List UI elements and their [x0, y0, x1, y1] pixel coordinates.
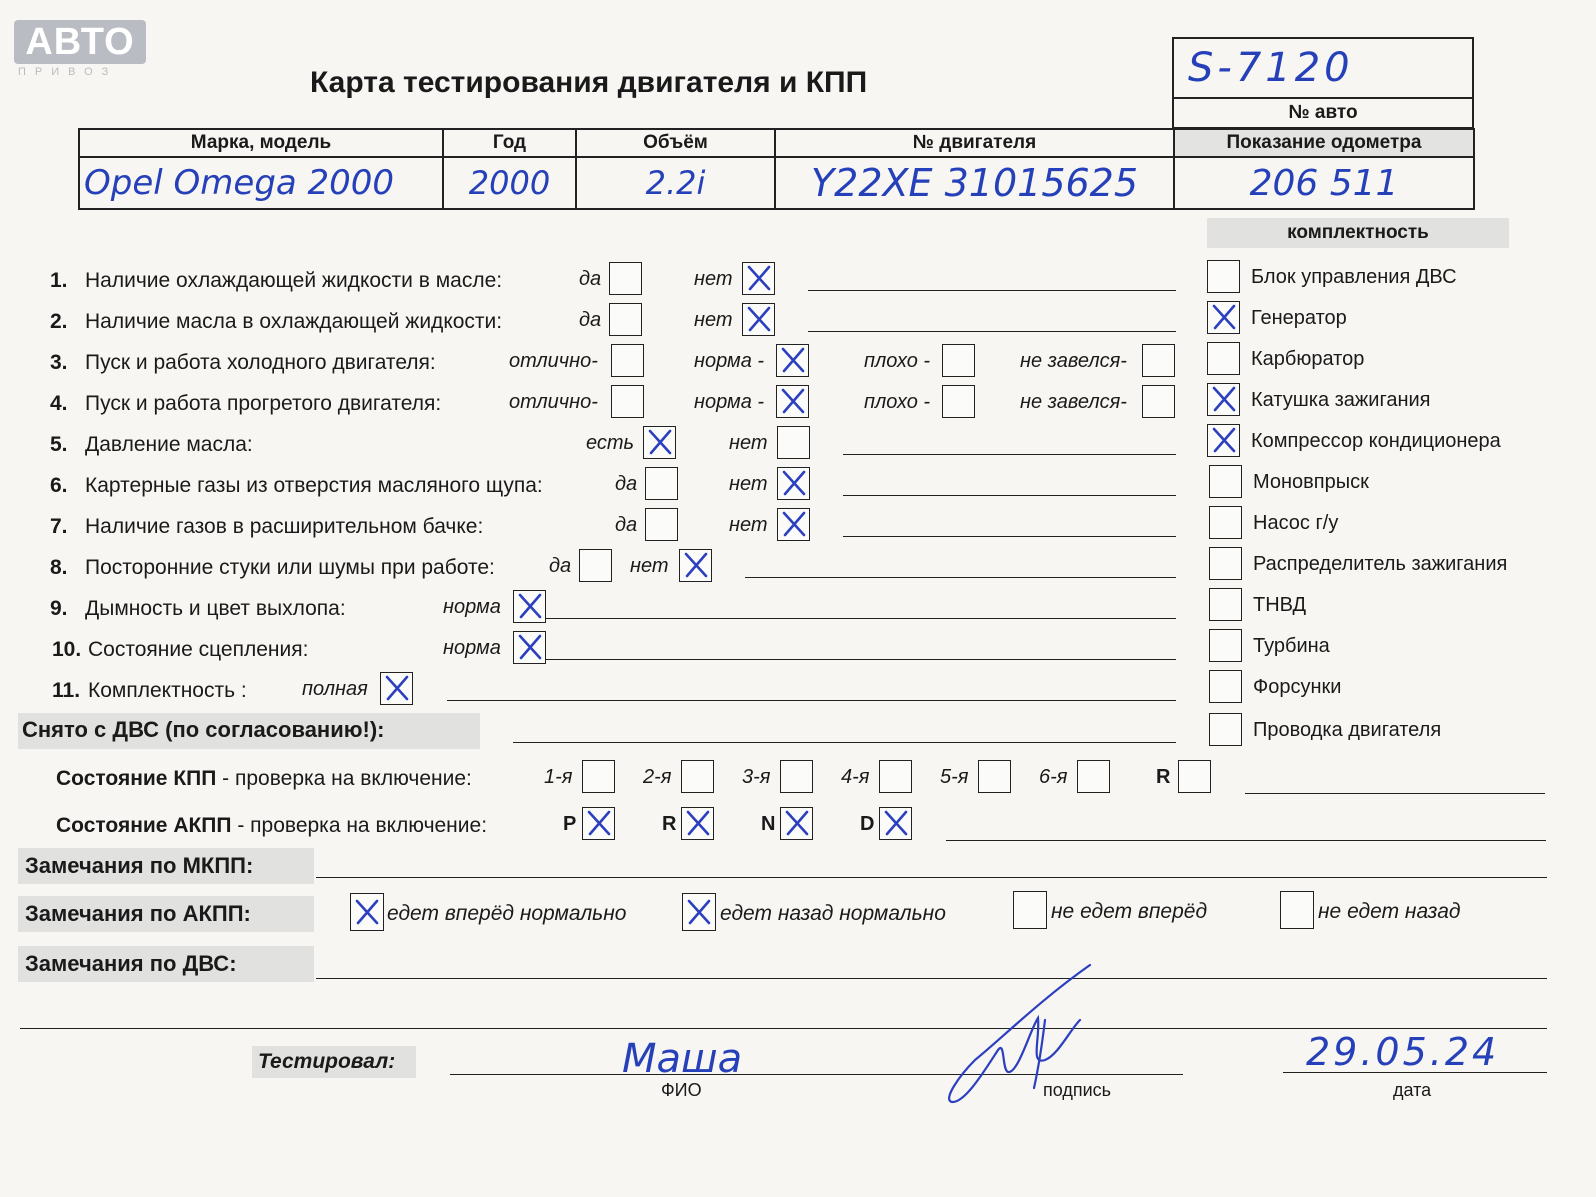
kit-label-3: Катушка зажигания: [1251, 389, 1431, 411]
q3-opt-bad: плохо -: [864, 350, 931, 372]
q8-text: Посторонние стуки или шумы при работе:: [85, 556, 495, 579]
q10-normal-checkbox[interactable]: [513, 631, 546, 664]
check-x-icon: [1210, 385, 1238, 413]
value-odometer: 206 511: [1174, 157, 1474, 209]
check-x-icon: [685, 898, 713, 926]
kit-checkbox-3[interactable]: [1207, 383, 1240, 416]
check-x-icon: [1210, 303, 1238, 331]
tester-name: Маша: [622, 1036, 743, 1082]
kit-label-4: Компрессор кондиционера: [1251, 430, 1501, 452]
q10-text: Состояние сцепления:: [88, 638, 309, 661]
kit-label-2: Карбюратор: [1251, 348, 1365, 370]
q9-number: 9.: [50, 597, 68, 620]
kpp-gear-r-label: R: [1156, 766, 1171, 788]
kit-checkbox-11[interactable]: [1209, 713, 1242, 746]
q6-opt-no: нет: [729, 473, 768, 495]
value-make-model: Opel Omega 2000: [79, 157, 443, 209]
auto-number-label: № авто: [1288, 102, 1358, 123]
check-x-icon: [585, 809, 613, 837]
value-year: 2000: [443, 157, 576, 209]
q4-opt-no-start: не завелся-: [1020, 391, 1127, 413]
kpp-gear-5-label: 5-я: [940, 766, 969, 788]
q3-bad-checkbox[interactable]: [942, 344, 975, 377]
kit-checkbox-10[interactable]: [1209, 670, 1242, 703]
akpp-gear-r-checkbox[interactable]: [681, 807, 714, 840]
akpp-gear-n-checkbox[interactable]: [780, 807, 813, 840]
check-x-icon: [779, 387, 807, 415]
q4-opt-normal: норма -: [694, 391, 765, 413]
kit-checkbox-6[interactable]: [1209, 506, 1242, 539]
q8-number: 8.: [50, 556, 68, 579]
vehicle-header-table: [78, 128, 1475, 210]
q2-yes-checkbox[interactable]: [609, 303, 642, 336]
q5-opt-yes: есть: [586, 432, 635, 454]
check-x-icon: [684, 809, 712, 837]
akpp-gear-p-checkbox[interactable]: [582, 807, 615, 840]
kpp-gear-1-label: 1-я: [544, 766, 573, 788]
q8-opt-no: нет: [630, 555, 669, 577]
kit-label-9: Турбина: [1253, 635, 1330, 657]
q3-no-start-checkbox[interactable]: [1142, 344, 1175, 377]
q6-number: 6.: [50, 474, 68, 497]
test-date: 29.05.24: [1306, 1030, 1500, 1074]
q4-text: Пуск и работа прогретого двигателя:: [85, 392, 442, 415]
kit-checkbox-9[interactable]: [1209, 629, 1242, 662]
q4-bad-checkbox[interactable]: [942, 385, 975, 418]
kit-checkbox-7[interactable]: [1209, 547, 1242, 580]
kit-label-11: Проводка двигателя: [1253, 719, 1442, 741]
remarks-mkpp-label: Замечания по МКПП:: [25, 853, 254, 878]
col-year: Год: [443, 129, 576, 157]
q11-number: 11.: [52, 679, 81, 702]
kit-label-10: Форсунки: [1253, 676, 1342, 698]
kit-label-7: Распределитель зажигания: [1253, 553, 1508, 575]
value-engine-number: Y22XE 31015625: [775, 157, 1174, 209]
q1-yes-checkbox[interactable]: [609, 262, 642, 295]
check-x-icon: [646, 428, 674, 456]
kit-checkbox-5[interactable]: [1209, 465, 1242, 498]
q2-number: 2.: [50, 310, 68, 333]
q6-yes-checkbox[interactable]: [645, 467, 678, 500]
q4-number: 4.: [50, 392, 68, 415]
q6-text: Картерные газы из отверстия масляного щупа:: [85, 474, 543, 497]
q5-yes-checkbox[interactable]: [643, 426, 676, 459]
date-label: дата: [1393, 1080, 1432, 1100]
q3-opt-normal: норма -: [694, 350, 765, 372]
check-x-icon: [780, 510, 808, 538]
check-x-icon: [745, 305, 773, 333]
kit-label-8: ТНВД: [1253, 594, 1307, 616]
kpp-gear-2-label: 2-я: [643, 766, 672, 788]
kit-title: комплектность: [1287, 222, 1429, 243]
check-x-icon: [745, 264, 773, 292]
kit-checkbox-2[interactable]: [1207, 342, 1240, 375]
kit-checkbox-1[interactable]: [1207, 301, 1240, 334]
q5-no-checkbox[interactable]: [777, 426, 810, 459]
q11-full-checkbox[interactable]: [380, 672, 413, 705]
q3-excellent-checkbox[interactable]: [611, 344, 644, 377]
q8-opt-yes: да: [549, 555, 572, 577]
akpp-backward-ok-label: едет назад нормально: [720, 902, 946, 925]
q7-opt-yes: да: [615, 514, 638, 536]
akpp-no-forward-checkbox[interactable]: [1013, 891, 1047, 929]
q1-no-checkbox[interactable]: [742, 262, 775, 295]
akpp-forward-ok-checkbox[interactable]: [350, 893, 384, 931]
kpp-gear-4-label: 4-я: [841, 766, 870, 788]
akpp-gear-d-label: D: [860, 813, 875, 835]
kit-checkbox-0[interactable]: [1207, 260, 1240, 293]
q6-opt-yes: да: [615, 473, 638, 495]
kpp-gear-r-checkbox[interactable]: [1178, 760, 1211, 793]
q9-opt-normal: норма: [443, 596, 501, 618]
q3-number: 3.: [50, 351, 68, 374]
logo-subtitle: ПРИВОЗ: [18, 66, 118, 78]
kpp-gear-5-checkbox[interactable]: [978, 760, 1011, 793]
akpp-gear-n-label: N: [761, 813, 776, 835]
removed-label: Снято с ДВС (по согласованию!):: [22, 717, 385, 742]
kpp-gear-6-label: 6-я: [1039, 766, 1068, 788]
check-x-icon: [779, 346, 807, 374]
q5-number: 5.: [50, 433, 68, 456]
akpp-no-forward-label: не едет вперёд: [1051, 900, 1208, 923]
check-x-icon: [383, 674, 411, 702]
kpp-gear-3-checkbox[interactable]: [780, 760, 813, 793]
q2-opt-no: нет: [694, 309, 733, 331]
akpp-gear-r-label: R: [662, 813, 677, 835]
col-volume: Объём: [576, 129, 775, 157]
auto-number-box: [1172, 37, 1474, 129]
fio-label: ФИО: [661, 1080, 702, 1100]
q7-number: 7.: [50, 515, 68, 538]
handwritten-signature: [930, 960, 1110, 1110]
auto-number-value: S-7120: [1188, 45, 1354, 91]
q10-number: 10.: [52, 638, 82, 661]
col-engine-number: № двигателя: [775, 129, 1174, 157]
akpp-gear-d-checkbox[interactable]: [879, 807, 912, 840]
q2-text: Наличие масла в охлаждающей жидкости:: [85, 310, 503, 333]
akpp-gear-p-label: P: [563, 813, 577, 835]
tested-label: Тестировал:: [258, 1050, 396, 1073]
q2-no-checkbox[interactable]: [742, 303, 775, 336]
check-x-icon: [682, 551, 710, 579]
check-x-icon: [882, 809, 910, 837]
q11-opt-full: полная: [302, 678, 368, 700]
check-x-icon: [516, 633, 544, 661]
q1-number: 1.: [50, 269, 68, 292]
q7-no-checkbox[interactable]: [777, 508, 810, 541]
signature-label: подпись: [1043, 1080, 1112, 1100]
q4-excellent-checkbox[interactable]: [611, 385, 644, 418]
q5-text: Давление масла:: [85, 433, 253, 456]
kpp-gear-4-checkbox[interactable]: [879, 760, 912, 793]
kpp-gear-2-checkbox[interactable]: [681, 760, 714, 793]
kpp-gear-3-label: 3-я: [742, 766, 771, 788]
kit-checkbox-4[interactable]: [1207, 424, 1240, 457]
check-x-icon: [1210, 426, 1238, 454]
check-x-icon: [780, 469, 808, 497]
check-x-icon: [353, 898, 381, 926]
q8-yes-checkbox[interactable]: [579, 549, 612, 582]
q3-text: Пуск и работа холодного двигателя:: [85, 351, 436, 374]
kpp-label: Состояние КПП - проверка на включение:: [56, 767, 472, 790]
remarks-dvs-label: Замечания по ДВС:: [25, 951, 237, 976]
q4-opt-bad: плохо -: [864, 391, 931, 413]
check-x-icon: [516, 592, 544, 620]
q7-text: Наличие газов в расширительном бачке:: [85, 515, 484, 538]
q8-no-checkbox[interactable]: [679, 549, 712, 582]
q3-opt-excellent: отлично-: [509, 350, 598, 372]
q4-opt-excellent: отлично-: [509, 391, 598, 413]
akpp-no-backward-label: не едет назад: [1318, 900, 1461, 923]
kit-label-1: Генератор: [1251, 307, 1347, 329]
q9-text: Дымность и цвет выхлопа:: [85, 597, 346, 620]
akpp-backward-ok-checkbox[interactable]: [682, 893, 716, 931]
q3-normal-checkbox[interactable]: [776, 344, 809, 377]
q1-text: Наличие охлаждающей жидкости в масле:: [85, 269, 503, 292]
q4-no-start-checkbox[interactable]: [1142, 385, 1175, 418]
value-volume: 2.2i: [576, 157, 775, 209]
kpp-gear-6-checkbox[interactable]: [1077, 760, 1110, 793]
q1-opt-no: нет: [694, 268, 733, 290]
akpp-label: Состояние АКПП - проверка на включение:: [56, 814, 488, 837]
q5-opt-no: нет: [729, 432, 768, 454]
remarks-akpp-label: Замечания по АКПП:: [25, 901, 251, 926]
q6-no-checkbox[interactable]: [777, 467, 810, 500]
q11-text: Комплектность :: [88, 679, 247, 702]
q2-opt-yes: да: [579, 309, 602, 331]
akpp-forward-ok-label: едет вперёд нормально: [387, 902, 627, 925]
akpp-no-backward-checkbox[interactable]: [1280, 891, 1314, 929]
kit-label-0: Блок управления ДВС: [1251, 266, 1457, 288]
q1-opt-yes: да: [579, 268, 602, 290]
q10-opt-normal: норма: [443, 637, 501, 659]
kit-checkbox-8[interactable]: [1209, 588, 1242, 621]
q4-normal-checkbox[interactable]: [776, 385, 809, 418]
col-odometer: Показание одометра: [1174, 129, 1474, 157]
q7-yes-checkbox[interactable]: [645, 508, 678, 541]
kpp-gear-1-checkbox[interactable]: [582, 760, 615, 793]
check-x-icon: [783, 809, 811, 837]
page-title: Карта тестирования двигателя и КПП: [310, 66, 868, 99]
logo: АВТО: [14, 20, 146, 64]
col-make-model: Марка, модель: [79, 129, 443, 157]
kit-label-6: Насос г/у: [1253, 512, 1339, 534]
q3-opt-no-start: не завелся-: [1020, 350, 1127, 372]
kit-label-5: Моновпрыск: [1253, 471, 1369, 493]
q7-opt-no: нет: [729, 514, 768, 536]
q9-normal-checkbox[interactable]: [513, 590, 546, 623]
